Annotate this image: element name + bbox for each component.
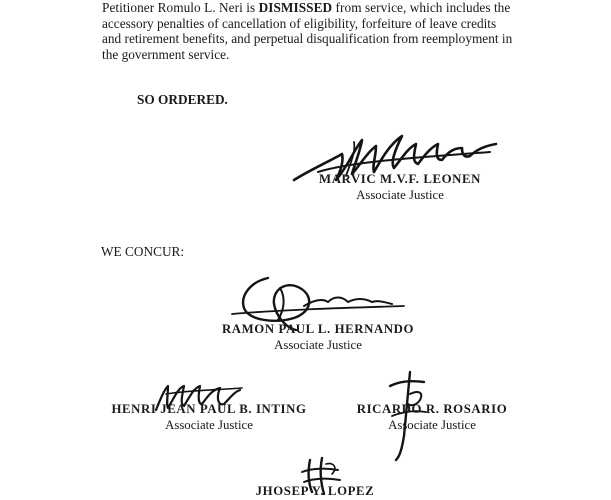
we-concur-label: WE CONCUR: xyxy=(101,244,185,259)
paragraph-line-4: the government service. xyxy=(102,47,230,63)
lopez-name: JHOSEP Y. LOPEZ xyxy=(255,484,375,498)
so-ordered-closing: SO ORDERED. xyxy=(137,92,228,107)
lopez-signature-block xyxy=(230,484,400,499)
paragraph-line-1 xyxy=(102,0,542,16)
rosario-name: RICARDO R. ROSARIO xyxy=(356,402,508,416)
paragraph-line-2: accessory penalties of cancellation of eligibility, forfeiture of leave credits xyxy=(102,15,497,31)
rosario-signature-block xyxy=(332,402,532,433)
inting-name: HENRI JEAN PAUL B. INTING xyxy=(111,402,307,416)
inting-title: Associate Justice xyxy=(165,418,253,432)
dismissed-emphasis: DISMISSED xyxy=(258,0,333,15)
line-1-tail: from service, which includes the xyxy=(332,0,511,15)
ponente-title: Associate Justice xyxy=(356,188,444,202)
paragraph-line-3: and retirement benefits, and perpetual disqualification from reemployment in xyxy=(102,31,513,47)
rosario-title: Associate Justice xyxy=(388,418,476,432)
line-1-lead: Petitioner Romulo L. Neri is xyxy=(102,0,259,15)
ponente-signature-block xyxy=(300,172,500,203)
ponente-name: MARVIC M.V.F. LEONEN xyxy=(319,172,481,186)
dispositive-paragraph xyxy=(102,0,542,63)
hernando-name: RAMON PAUL L. HERNANDO xyxy=(221,322,415,336)
hernando-title: Associate Justice xyxy=(274,338,362,352)
hernando-signature-block xyxy=(208,322,428,353)
inting-signature-block xyxy=(104,402,314,433)
